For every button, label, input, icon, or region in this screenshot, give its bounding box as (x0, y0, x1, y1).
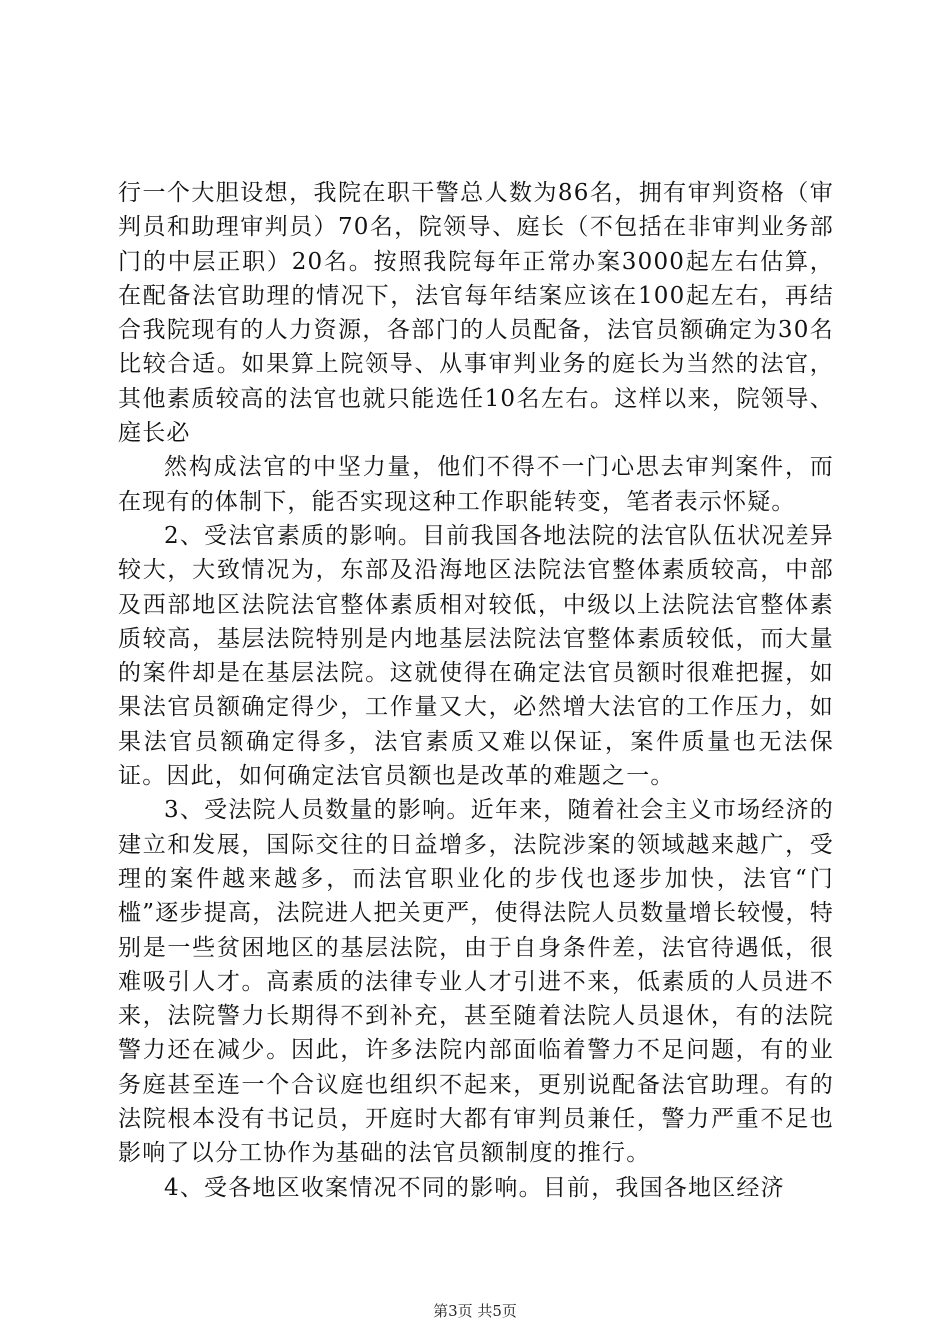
page-number-footer: 第3页 共5页 (433, 1302, 517, 1320)
paragraph-point-3: 3、受法院人员数量的影响。近年来，随着社会主义市场经济的建立和发展，国际交往的日益增多，法院涉案的领域越来越广，受理的案件越来越多，而法官职业化的步伐也逐步加快，法官“门槛”逐步提高，法院进人把关更严，使得法院人员数量增长较慢，特别是一些贫困地区的基层法院，由于自身条件差，法官待遇低，很难吸引人才。高素质的法律专业人才引进不来，低素质的人员进不来，法院警力长期得不到补充，甚至随着法院人员退休，有的法院警力还在减少。因此，许多法院内部面临着警力不足问题，有的业务庭甚至连一个合议庭也组织不起来，更别说配备法官助理。有的法院根本没有书记员，开庭时大都有审判员兼任，警力严重不足也影响了以分工协作为基础的法官员额制度的推行。 (118, 797, 834, 1167)
paragraph-point-2: 2、受法官素质的影响。目前我国各地法院的法官队伍状况差异较大，大致情况为，东部及沿海地区法院法官整体素质较高，中部及西部地区法院法官整体素质相对较低，中级以上法院法官整体素质较高，基层法院特别是内地基层法院法官整体素质较低，而大量的案件却是在基层法院。这就使得在确定法官员额时很难把握，如果法官员额确定得少，工作量又大，必然增大法官的工作压力，如果法官员额确定得多，法官素质又难以保证，案件质量也无法保证。因此，如何确定法官员额也是改革的难题之一。 (118, 522, 834, 790)
paragraph-point-4: 4、受各地区收案情况不同的影响。目前，我国各地区经济 (164, 1174, 785, 1201)
paragraph-continued: 行一个大胆设想，我院在职干警总人数为86名，拥有审判资格（审判员和助理审判员）70名，院领导、庭长（不包括在非审判业务部门的中层正职）20名。按照我院每年正常办案3000起左右估算，在配备法官助理的情况下，法官每年结案应该在100起左右，再结合我院现有的人力资源，各部门的人员配备，法官员额确定为30名比较合适。如果算上院领导、从事审判业务的庭长为当然的法官，其他素质较高的法官也就只能选任10名左右。这样以来，院领导、庭长必 (118, 180, 834, 447)
document-body (118, 176, 834, 1205)
paragraph-conclusion: 然构成法官的中坚力量，他们不得不一门心思去审判案件，而在现有的体制下，能否实现这种工作职能转变，笔者表示怀疑。 (118, 454, 834, 515)
